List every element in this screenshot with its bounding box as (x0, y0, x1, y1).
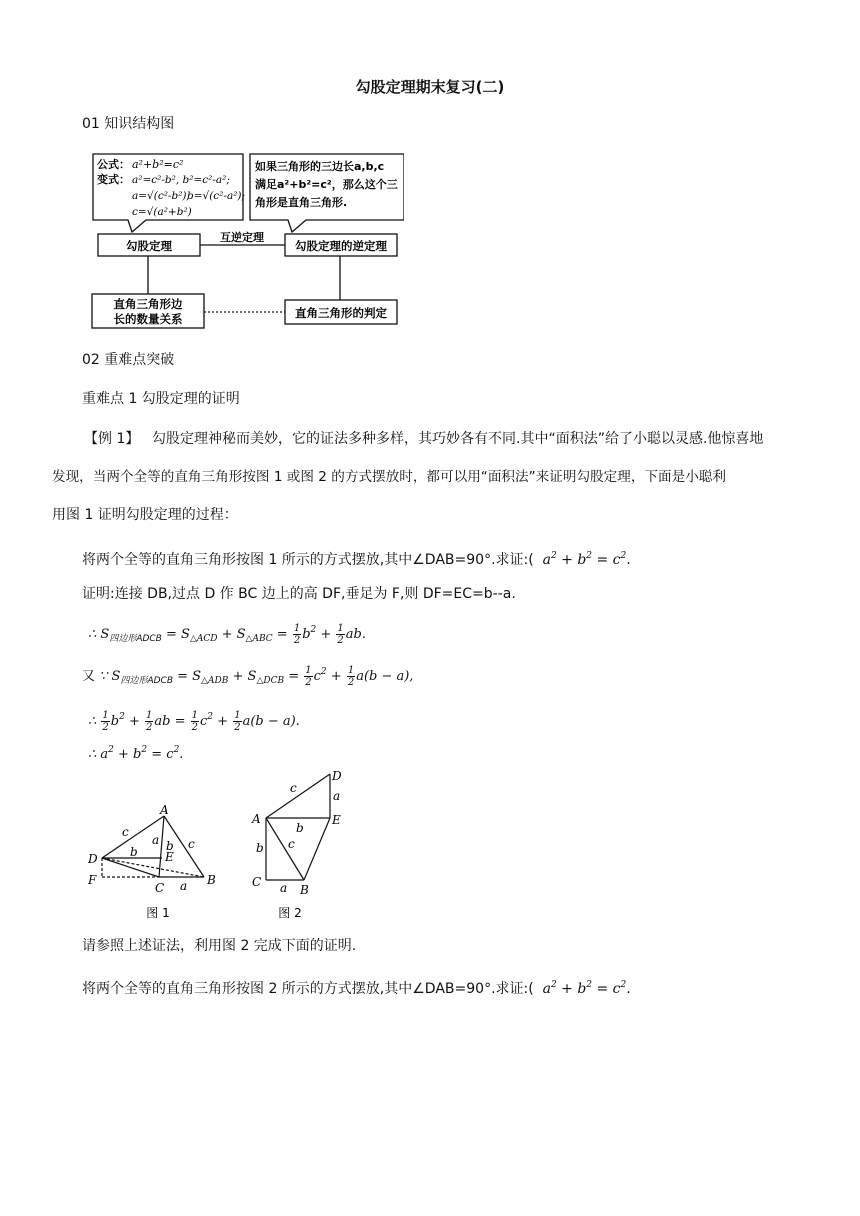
figure-2-caption: 图 2 (278, 906, 302, 920)
svg-text:c: c (122, 825, 129, 839)
svg-text:E: E (332, 813, 341, 827)
proof-statement-1: 将两个全等的直角三角形按图 1 所示的方式摆放,其中∠DAB=90°.求证:( $a^2 + b^2 = c^2$. (82, 551, 631, 568)
figure-2 (244, 764, 364, 924)
figure-1 (84, 800, 224, 924)
svg-text:D: D (332, 769, 342, 783)
svg-text:D: D (88, 852, 98, 866)
inverse-theorem-label: 互逆定理 (220, 231, 264, 244)
svg-text:C: C (155, 881, 165, 895)
svg-text:b: b (166, 839, 174, 853)
proof-equation-3: ∴ $\frac{1}{2}$ $b^2$ + $\frac{1}{2}$ ab = $\frac{1}{2}$ $c^2$ + $\frac{1}{2}$ a(b − a). (88, 710, 300, 733)
formula: a²+b²=c² (132, 158, 184, 171)
svg-text:a: a (333, 789, 341, 803)
svg-text:c: c (290, 781, 297, 795)
formula-label: 公式： (97, 158, 130, 171)
svg-text:A: A (160, 803, 169, 817)
section-key-points: 02 重难点突破 (82, 352, 175, 368)
also-text: 又 (82, 669, 96, 684)
converse-line3: 角形是直角三角形. (255, 196, 348, 209)
proof-equation-4: ∴ $a^2 + b^2 = c^2$. (88, 745, 184, 762)
svg-text:b: b (130, 845, 138, 859)
svg-text:E: E (165, 850, 174, 864)
svg-text:b: b (296, 821, 304, 835)
relation-line1: 直角三角形边 (113, 297, 183, 311)
svg-text:b: b (256, 841, 264, 855)
svg-text:B: B (207, 873, 216, 887)
section-knowledge-structure: 01 知识结构图 (82, 116, 175, 132)
variant-formula: a²=c²-b², b²=c²-a²; (132, 174, 230, 186)
proof-connect-line: 证明:连接 DB,过点 D 作 BC 边上的高 DF,垂足为 F,则 DF=EC=b--a. (82, 586, 516, 602)
example-line1: 勾股定理神秘而美妙，它的证法多种多样，其巧妙各有不同.其中“面积法”给了小聪以灵感.他惊喜地 (152, 431, 764, 447)
example-line3: 用图 1 证明勾股定理的过程： (52, 507, 238, 523)
key-point-1: 重难点 1 勾股定理的证明 (82, 391, 240, 407)
svg-text:a: a (152, 833, 160, 847)
svg-text:a: a (180, 879, 188, 893)
statement-2-text: 将两个全等的直角三角形按图 2 所示的方式摆放,其中∠DAB=90°.求证:( (82, 981, 534, 997)
instruction-text: 请参照上述证法，利用图 2 完成下面的证明. (82, 938, 357, 954)
proof-equation-2: 又 ∵ $S_{四边形ADCB} = S_{\triangle ADB} + S_{\triangle DCB}$ = $\frac{1}{2}$ $c^2$ + $\frac{1}{2}$ a(b − a), (82, 665, 414, 688)
svg-text:A: A (252, 812, 261, 826)
svg-text:c: c (188, 837, 195, 851)
variant-c: c=√(a²+b²) (132, 206, 192, 218)
proof-statement-2: 将两个全等的直角三角形按图 2 所示的方式摆放,其中∠DAB=90°.求证:( $a^2 + b^2 = c^2$. (82, 980, 631, 997)
figure-1-caption: 图 1 (146, 906, 170, 920)
svg-text:c: c (288, 837, 295, 851)
judgement-label: 直角三角形的判定 (295, 306, 387, 320)
example-label: 【例 1】 (84, 431, 140, 447)
svg-text:B: B (300, 883, 309, 897)
proof-equation-1: ∴ $S_{四边形ADCB} = S_{\triangle ACD} + S_{\triangle ABC}$ = $\frac{1}{2}$ $b^2$ + $\frac{1}{2}$ ab. (88, 623, 367, 646)
knowledge-structure-diagram (88, 148, 404, 334)
converse-line1: 如果三角形的三边长a,b,c (255, 160, 385, 173)
svg-text:C: C (252, 875, 262, 889)
variant-label: 变式： (97, 173, 130, 186)
variant-a: a=√(c²-b²); (132, 190, 191, 202)
statement-1-formula: $a^2 + b^2 = c^2$ (538, 551, 627, 568)
statement-1-text: 将两个全等的直角三角形按图 1 所示的方式摆放,其中∠DAB=90°.求证:( (82, 552, 534, 568)
converse-theorem-label: 勾股定理的逆定理 (295, 239, 387, 253)
converse-line2: 满足a²+b²=c²，那么这个三 (255, 178, 398, 191)
svg-text:F: F (88, 873, 97, 887)
theorem-label: 勾股定理 (126, 239, 172, 253)
example-line2: 发现，当两个全等的直角三角形按图 1 或图 2 的方式摆放时，都可以用“面积法”来证明勾股定理，下面是小聪利 (52, 469, 726, 485)
statement-2-formula: $a^2 + b^2 = c^2$ (538, 980, 627, 997)
page-title: 勾股定理期末复习(二) (355, 78, 505, 96)
variant-b: b=√(c²-a²); (187, 190, 246, 202)
svg-text:a: a (280, 881, 288, 895)
relation-line2: 长的数量关系 (113, 312, 183, 326)
